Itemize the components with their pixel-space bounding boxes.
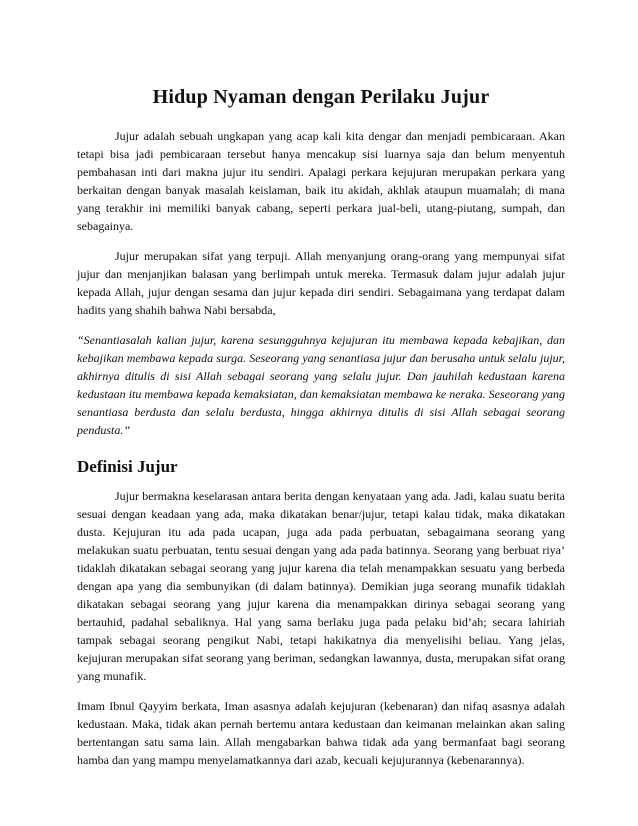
virtue-paragraph: Jujur merupakan sifat yang terpuji. Allah menyanjung orang-orang yang mempunyai sifat jujur dan menjanjikan balasan yang berlimpah untuk mereka. Termasuk dalam jujur adalah jujur kepada Allah, jujur dengan sesama dan jujur kepada diri sendiri. Sebagaimana yang terdapat dalam hadits yang shahih bahwa Nabi bersabda,: [77, 249, 565, 317]
definition-paragraph: Jujur bermakna keselarasan antara berita dengan kenyataan yang ada. Jadi, kalau suatu berita sesuai dengan keadaan yang ada, maka dikatakan benar/jujur, tetapi kalau tidak, maka dikatakan dusta. Kejujuran itu ada pada ucapan, juga ada pada perbuatan, sebagaimana seorang yang melakukan suatu perbuatan, tentu sesuai dengan yang ada pada batinnya. Seorang yang berbuat riya’ tidaklah dikatakan sebagai seorang yang jujur karena dia telah menampakkan sesuatu yang berbeda dengan apa yang dia sembunyikan (di dalam batinnya). Demikian juga seorang munafik tidaklah dikatakan sebagai seorang yang jujur karena dia menampakkan dirinya sebagai seorang yang bertauhid, padahal sebaliknya. Hal yang sama berlaku juga pada pelaku bid’ah; secara lahiriah tampak sebagai seorang pengikut Nabi, tetapi hakikatnya dia menyelisihi beliau. Yang jelas, kejujuran merupakan sifat seorang yang beriman, sedangkan lawannya, dusta, merupakan sifat orang yang munafik.: [77, 489, 565, 683]
document-page: [77, 86, 565, 781]
section-heading: Definisi Jujur: [77, 457, 178, 476]
intro-paragraph: Jujur adalah sebuah ungkapan yang acap kali kita dengar dan menjadi pembicaraan. Akan tetapi bisa jadi pembicaraan tersebut hanya mencakup sisi luarnya saja dan belum menyentuh pembahasan inti dari makna jujur itu sendiri. Apalagi perkara kejujuran merupakan perkara yang berkaitan dengan banyak masalah keislaman, baik itu akidah, akhlak ataupun muamalah; di mana yang terakhir ini memiliki banyak cabang, seperti perkara jual-beli, utang-piutang, sumpah, dan sebagainya.: [77, 129, 565, 233]
document-title: Hidup Nyaman dengan Perilaku Jujur: [152, 86, 490, 108]
ibnul-qayyim-paragraph: Imam Ibnul Qayyim berkata, Iman asasnya adalah kejujuran (kebenaran) dan nifaq asasnya adalah kedustaan. Maka, tidak akan pernah bertemu antara kedustaan dan keimanan melainkan akan saling bertentangan satu sama lain. Allah mengabarkan bahwa tidak ada yang bermanfaat bagi seorang hamba dan yang mampu menyelamatkannya dari azab, kecuali kejujurannya (kebenarannya).: [77, 699, 565, 767]
hadith-quote: “Senantiasalah kalian jujur, karena sesungguhnya kejujuran itu membawa kepada kebajikan, dan kebajikan membawa kepada surga. Seseorang yang senantiasa jujur dan berusaha untuk selalu jujur, akhirnya ditulis di sisi Allah sebagai seorang yang selalu jujur. Dan jauhilah kedustaan karena kedustaan itu membawa kepada kemaksiatan, dan kemaksiatan membawa ke neraka. Seseorang yang senantiasa berdusta dan selalu berdusta, hingga akhirnya ditulis di sisi Allah sebagai seorang pendusta.”: [77, 333, 565, 437]
